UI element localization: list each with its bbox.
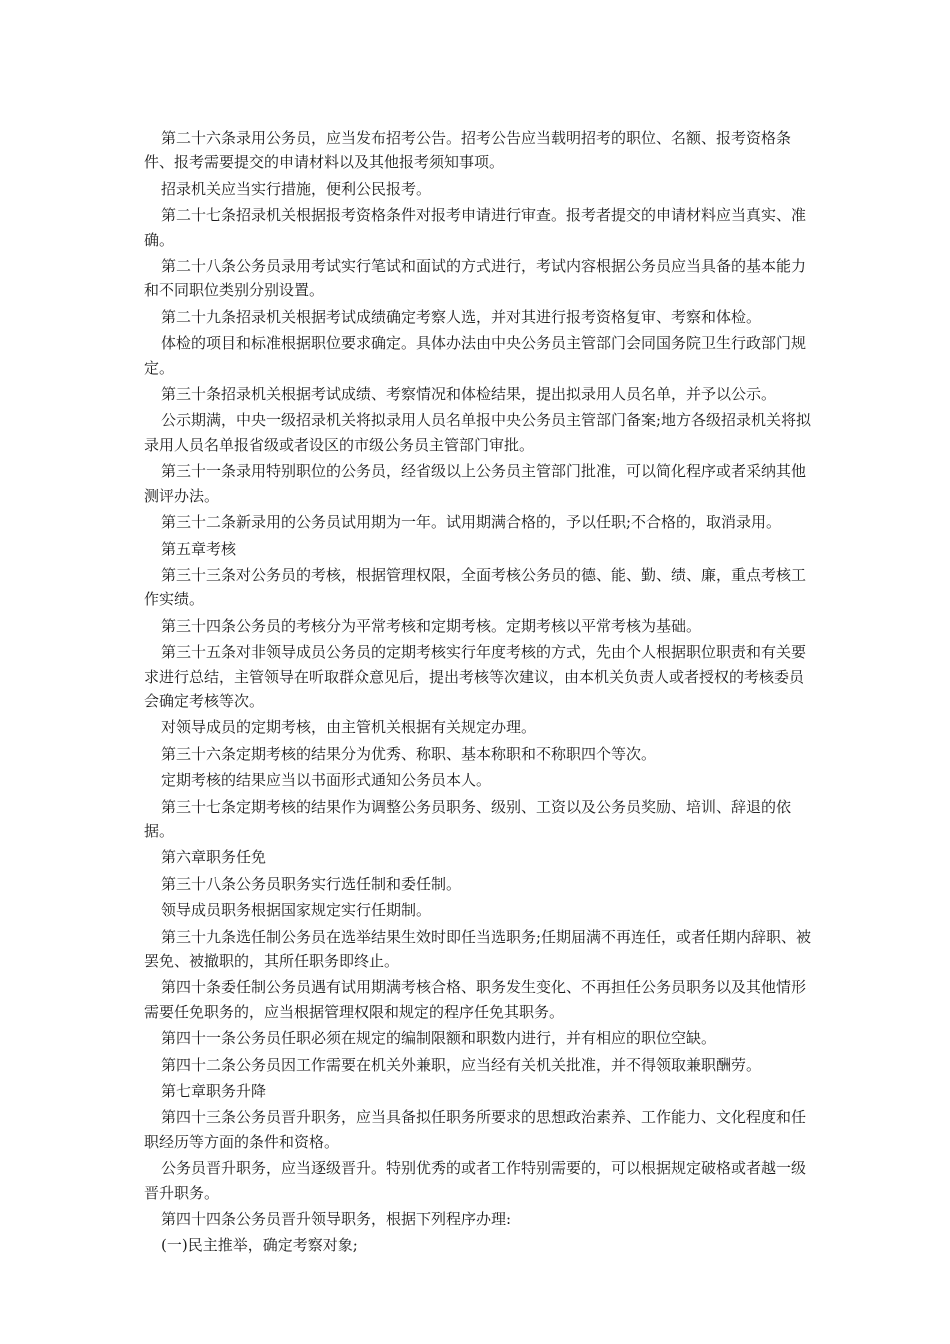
paragraph: 第三十二条新录用的公务员试用期为一年。试用期满合格的，予以任职;不合格的，取消录用。 [161,513,782,532]
paragraph: 招录机关应当实行措施，便利公民报考。 [161,179,432,198]
chapter-heading: 第六章职务任免 [161,848,267,867]
paragraph: 第二十六条录用公务员，应当发布招考公告。招考公告应当载明招考的职位、名额、报考资格条件、报考需要提交的申请材料以及其他报考须知事项。 [144,129,792,172]
chapter-heading: 第五章考核 [161,539,237,558]
paragraph: 第二十七条招录机关根据报考资格条件对报考申请进行审查。报考者提交的申请材料应当真实、准确。 [144,206,807,249]
paragraph: 定期考核的结果应当以书面形式通知公务员本人。 [161,771,492,790]
paragraph: 公务员晋升职务，应当逐级晋升。特别优秀的或者工作特别需要的，可以根据规定破格或者越一级晋升职务。 [144,1159,807,1202]
paragraph: 第三十三条对公务员的考核，根据管理权限，全面考核公务员的德、能、勤、绩、廉，重点考核工作实绩。 [144,565,807,609]
chapter-heading: 第七章职务升降 [161,1082,267,1101]
paragraph: 第四十条委任制公务员遇有试用期满考核合格、职务发生变化、不再担任公务员职务以及其他情形需要任免职务的，应当根据管理权限和规定的程序任免其职务。 [144,978,807,1021]
paragraph: 第四十三条公务员晋升职务，应当具备拟任职务所要求的思想政治素养、工作能力、文化程度和任职经历等方面的条件和资格。 [144,1108,807,1151]
paragraph: (一)民主推举，确定考察对象; [161,1236,358,1255]
paragraph: 第四十一条公务员任职必须在规定的编制限额和职数内进行，并有相应的职位空缺。 [161,1029,717,1048]
paragraph: 对领导成员的定期考核，由主管机关根据有关规定办理。 [161,718,537,737]
paragraph: 第三十七条定期考核的结果作为调整公务员职务、级别、工资以及公务员奖励、培训、辞退的依据。 [144,797,792,840]
paragraph: 体检的项目和标准根据职位要求确定。具体办法由中央公务员主管部门会同国务院卫生行政部门规定。 [144,334,807,377]
paragraph: 第二十八条公务员录用考试实行笔试和面试的方式进行，考试内容根据公务员应当具备的基本能力和不同职位类别分别设置。 [144,257,807,300]
paragraph: 第三十一条录用特别职位的公务员，经省级以上公务员主管部门批准，可以简化程序或者采纳其他测评办法。 [144,462,807,505]
paragraph: 第三十六条定期考核的结果分为优秀、称职、基本称职和不称职四个等次。 [161,744,657,763]
paragraph: 第四十二条公务员因工作需要在机关外兼职，应当经有关机关批准，并不得领取兼职酬劳。 [161,1055,762,1074]
document-body [144,126,816,1260]
paragraph: 第三十四条公务员的考核分为平常考核和定期考核。定期考核以平常考核为基础。 [161,616,702,635]
paragraph: 第四十四条公务员晋升领导职务，根据下列程序办理: [161,1210,512,1229]
paragraph: 第二十九条招录机关根据考试成绩确定考察人选，并对其进行报考资格复审、考察和体检。 [161,307,762,326]
paragraph: 第三十五条对非领导成员公务员的定期考核实行年度考核的方式，先由个人根据职位职责和有关要求进行总结，主管领导在听取群众意见后，提出考核等次建议，由本机关负责人或者授权的考核委员会确定考核等次。 [144,643,807,710]
paragraph: 第三十条招录机关根据考试成绩、考察情况和体检结果，提出拟录用人员名单，并予以公示。 [161,385,777,404]
paragraph: 第三十九条选任制公务员在选举结果生效时即任当选职务;任期届满不再连任，或者任期内辞职、被罢免、被撤职的，其所任职务即终止。 [144,927,812,970]
paragraph: 第三十八条公务员职务实行选任制和委任制。 [161,874,462,893]
paragraph: 公示期满，中央一级招录机关将拟录用人员名单报中央公务员主管部门备案;地方各级招录机关将拟录用人员名单报省级或者设区的市级公务员主管部门审批。 [144,411,812,454]
paragraph: 领导成员职务根据国家规定实行任期制。 [161,901,432,920]
